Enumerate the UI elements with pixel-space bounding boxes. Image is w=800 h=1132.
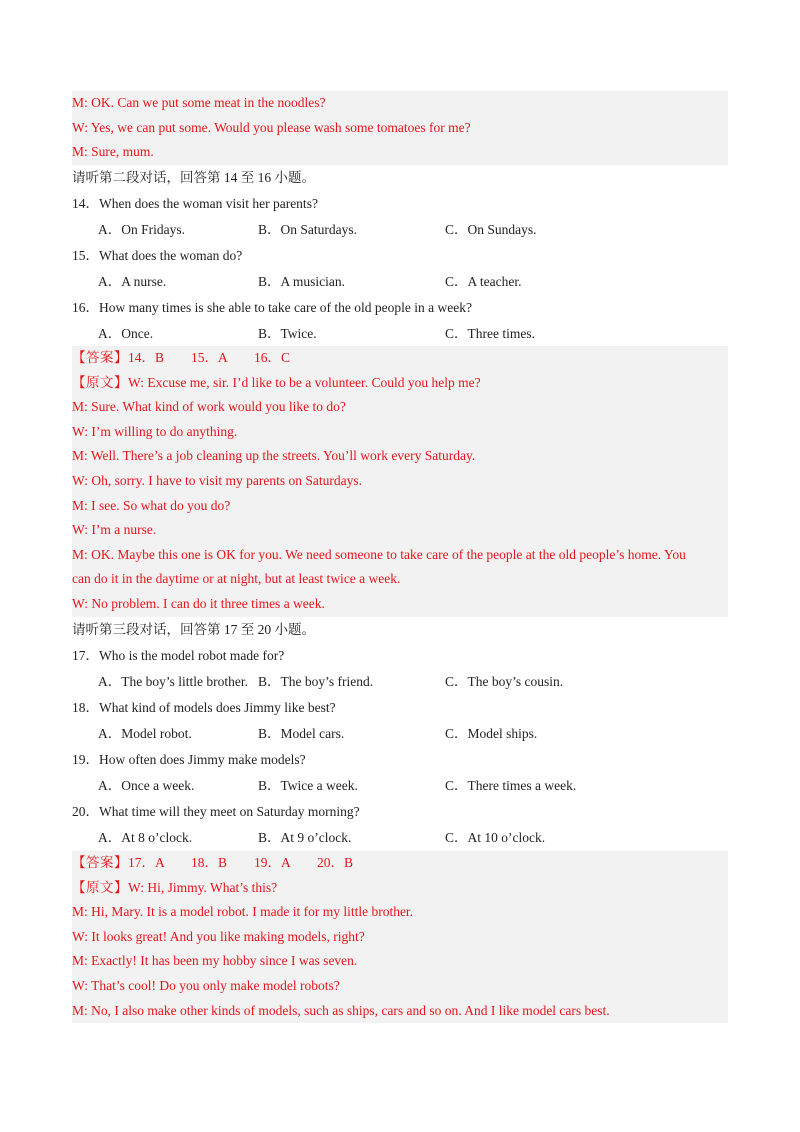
answer-tag: 【答案】 (72, 350, 128, 365)
transcript-line: W: It looks great! And you like making models, right? (72, 928, 365, 944)
transcript-line: W: I’m willing to do anything. (72, 423, 238, 439)
transcript-line: M: Hi, Mary. It is a model robot. I made it for my little brother. (72, 904, 414, 920)
transcript-line: M: Well. There’s a job cleaning up the streets. You’ll work every Saturday. (72, 448, 476, 464)
option-c: C．At 10 o’clock. (445, 830, 546, 845)
option-a: A．Model robot. (98, 726, 192, 741)
question-14: 14．When does the woman visit her parents? (72, 196, 318, 211)
question-19: 19．How often does Jimmy make models? (72, 752, 306, 767)
option-c: C．Three times. (445, 326, 535, 341)
transcript-line: M: OK. Maybe this one is OK for you. We need someone to take care of the people at the old people’s home. You (72, 546, 686, 562)
option-b: B．A musician. (258, 274, 345, 289)
transcript-line: W: I’m a nurse. (72, 522, 157, 538)
option-c: C．Model ships. (445, 726, 538, 741)
options-18 (72, 721, 728, 747)
option-c: C．On Sundays. (445, 222, 537, 237)
answer-block-2 (72, 346, 728, 617)
option-b: B．At 9 o’clock. (258, 830, 352, 845)
answer-text: 17．A 18．B 19．A 20．B (128, 855, 354, 870)
option-a: A．On Fridays. (98, 222, 185, 237)
options-19 (72, 773, 728, 799)
option-a: A．Once. (98, 326, 154, 341)
option-b: B．On Saturdays. (258, 222, 357, 237)
transcript-line: can do it in the daytime or at night, but at least twice a week. (72, 571, 401, 587)
options-16 (72, 321, 728, 347)
option-b: B．Twice. (258, 326, 317, 341)
dialog-line: W: Yes, we can put some. Would you please wash some tomatoes for me? (72, 119, 471, 135)
answer-line (72, 851, 728, 876)
transcript-line (72, 371, 728, 396)
option-a: A．Once a week. (98, 778, 195, 793)
transcript-line: M: No, I also make other kinds of models, such as ships, cars and so on. And I like model cars best. (72, 1002, 610, 1018)
options-17 (72, 669, 728, 695)
dialog-line: M: OK. Can we put some meat in the noodles? (72, 95, 326, 110)
option-a: A．At 8 o’clock. (98, 830, 193, 845)
options-20 (72, 825, 728, 851)
transcript-tag: 【原文】 (72, 879, 128, 895)
answer-block-3 (72, 851, 728, 1023)
option-c: C．There times a week. (445, 778, 577, 793)
question-16: 16．How many times is she able to take care of the old people in a week? (72, 300, 472, 315)
options-14 (72, 217, 728, 243)
option-c: C．The boy’s cousin. (445, 674, 564, 689)
question-17: 17．Who is the model robot made for? (72, 648, 285, 663)
transcript-line (72, 876, 728, 901)
options-15 (72, 269, 728, 295)
question-18: 18．What kind of models does Jimmy like best? (72, 700, 336, 715)
transcript-tag: 【原文】 (72, 374, 128, 390)
question-15: 15．What does the woman do? (72, 248, 243, 263)
section-3 (72, 617, 728, 851)
section-instruction: 请听第三段对话，回答第 17 至 20 小题。 (72, 622, 315, 637)
transcript-text: W: Excuse me, sir. I’d like to be a volunteer. Could you help me? (128, 374, 481, 390)
option-a: A．The boy’s little brother. (98, 674, 248, 689)
transcript-line: M: Exactly! It has been my hobby since I was seven. (72, 953, 358, 969)
section-2 (72, 165, 728, 347)
dialog-line: M: Sure, mum. (72, 144, 154, 160)
dialog-block-1 (72, 91, 728, 165)
answer-text: 14．B 15．A 16．C (128, 350, 291, 365)
transcript-line: M: Sure. What kind of work would you like to do? (72, 399, 346, 415)
transcript-line: M: I see. So what do you do? (72, 497, 231, 513)
option-b: B．Twice a week. (258, 778, 358, 793)
option-b: B．Model cars. (258, 726, 345, 741)
answer-tag: 【答案】 (72, 855, 128, 870)
answer-line (72, 346, 728, 371)
transcript-line: W: No problem. I can do it three times a week. (72, 595, 325, 611)
transcript-text: W: Hi, Jimmy. What’s this? (128, 879, 278, 895)
option-b: B．The boy’s friend. (258, 674, 374, 689)
transcript-line: W: Oh, sorry. I have to visit my parents on Saturdays. (72, 472, 362, 488)
transcript-line: W: That’s cool! Do you only make model robots? (72, 977, 340, 993)
option-c: C．A teacher. (445, 274, 522, 289)
question-20: 20．What time will they meet on Saturday morning? (72, 804, 360, 819)
section-instruction: 请听第二段对话，回答第 14 至 16 小题。 (72, 170, 315, 185)
option-a: A．A nurse. (98, 274, 167, 289)
